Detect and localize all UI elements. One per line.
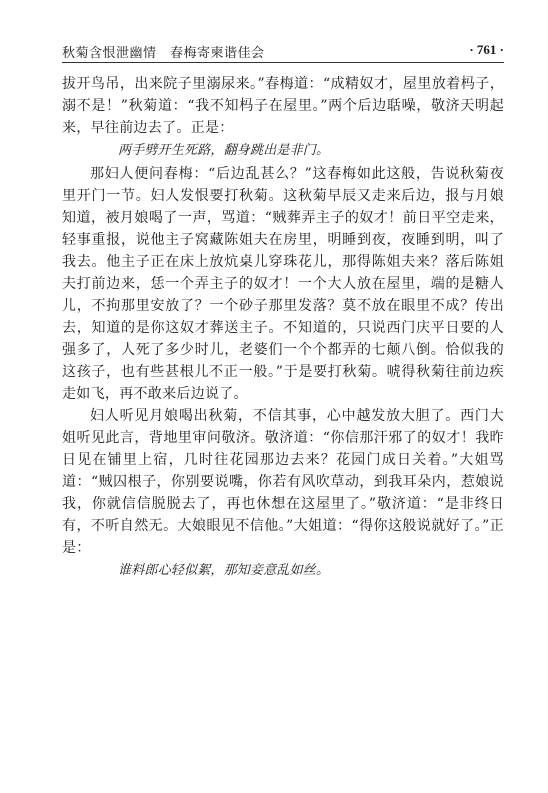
- paragraph: 那妇人便问春梅：“后边乱甚么？”这春梅如此这般，告说秋菊夜里开门一节。妇人发恨要打秋菊。这秋菊早辰又走来后边，报与月娘知道，被月娘喝了一声，骂道：“贼葬弄主子的奴才！前日平空走来，轻事重报，说他主子窝藏陈姐夫在房里，明睡到夜，夜睡到明，叫了我去。他主子正在床上放炕桌儿穿珠花儿，那得陈姐夫来？落后陈姐夫打前边来，恁一个弄主子的奴才！一个大人放在屋里，端的是糖人儿，不拘那里安放了？一个砂子那里发落？莫不放在眼里不成？传出去，知道的是你这奴才葬送主子。不知道的，只说西门庆平日要的人强多了，人死了多少时儿，老婆们一个个都弄的七颠八倒。恰似我的这孩子，也有些甚根儿不正一般。”于是要打秋菊。唬得秋菊往前边疾走如飞，再不敢来后边说了。: [62, 166, 504, 402]
- header-divider: [62, 62, 504, 63]
- chapter-title: 秋菊含恨泄幽情 春梅寄柬谐佳会: [62, 46, 265, 61]
- paragraph-continuation: 拔开鸟吊，出来院子里溺尿来。”春梅道：“成精奴才，屋里放着杩子，溺不是！”秋菊道：“我不知杩子在屋里。”两个后边聒噪，敬济天明起来，早往前边去了。正是：: [62, 76, 504, 136]
- body-text: [62, 73, 504, 583]
- verse-couplet: 两手劈开生死路，翻身跳出是非门。: [118, 143, 330, 158]
- verse-couplet: 谁料郎心轻似絮，那知妾意乱如丝。: [118, 563, 330, 578]
- page-number: · 761 ·: [469, 42, 504, 57]
- running-header: [62, 40, 504, 64]
- paragraph: 妇人听见月娘喝出秋菊，不信其事，心中越发放大胆了。西门大姐听见此言，背地里审问敬济。敬济道：“你信那汗邪了的奴才！我昨日见在铺里上宿，几时往花园那边去来？花园门成日关着。”大姐骂道：“贼囚根子，你别要说嘴，你若有风吹草动，到我耳朵内，惹娘说我，你就信信脱脱去了，再也休想在这屋里了。”敬济道：“是非终日有，不听自然无。大娘眼见不信他。”大姐道：“得你这般说就好了。”正是：: [62, 408, 504, 556]
